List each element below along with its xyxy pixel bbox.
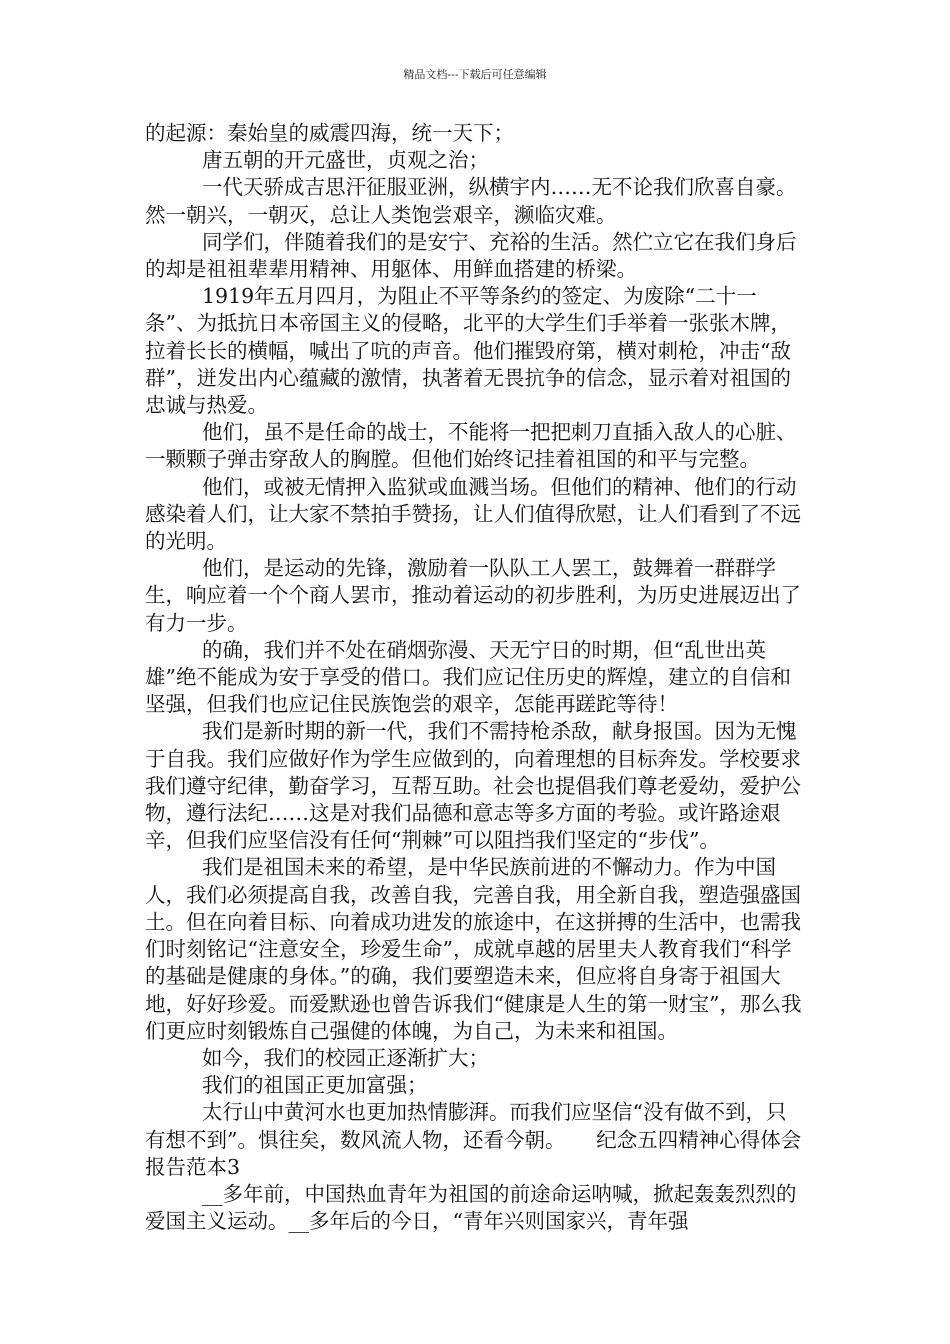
paragraph: 太行山中黄河水也更加热情膨湃。而我们应坚信“没有做不到，只有想不到”。惧往矣，数风流人物，还看今朝。 纪念五四精神心得体会报告范本3 [145,1100,802,1179]
paragraph: 同学们，伴随着我们的是安宁、充裕的生活。然伫立它在我们身后的却是祖祖辈辈用精神、用躯体、用鲜血搭建的桥梁。 [145,229,797,282]
page-header: 精品文档---下载后可任意编辑 [403,68,547,81]
paragraph: __多年前，中国热血青年为祖国的前途命运呐喊，掀起轰轰烈烈的爱国主义运动。__多年后的今日，“青年兴则国家兴，青年强 [145,1181,797,1234]
paragraph: 唐五朝的开元盛世，贞观之治； [202,148,489,173]
paragraph: 他们，或被无情押入监狱或血溅当场。但他们的精神、他们的行动感染着人们，让大家不禁拍手赞扬，让人们值得欣慰，让人们看到了不远的光明。 [145,474,801,554]
paragraph: 他们，虽不是任命的战士，不能将一把把刺刀直插入敌人的心脏、一颗颗子弹击穿敌人的胸膛。但他们始终记挂着祖国的和平与完整。 [145,420,797,472]
paragraph: 我们是祖国未来的希望，是中华民族前进的不懈动力。作为中国人，我们必须提高自我，改善自我，完善自我，用全新自我，塑造强盛国土。但在向着目标、向着成功进发的旅途中，在这拼搏的生活中，也需我们时刻铭记“注意安全，珍爱生命”，成就卓越的居里夫人教育我们“科学的基础是健康的身体。”的确，我们要塑造未来，但应将自身寄于祖国大地，好好珍爱。而爱默逊也曾告诉我们“健康是人生的第一财宝”，那么我们更应时刻锻炼自己强健的体魄，为自己，为未来和祖国。 [145,855,802,1043]
paragraph: 他们，是运动的先锋，激励着一队队工人罢工，鼓舞着一群群学生，响应着一个个商人罢市，推动着运动的初步胜利，为历史进展迈出了有力一步。 [145,556,801,635]
paragraph: 如今，我们的校园正逐渐扩大； [202,1045,489,1070]
paragraph: 1919年五月四月，为阻止不平等条约的签定、为废除“二十一条”、为抵抗日本帝国主义的侵略，北平的大学生们手举着一张张木牌，拉着长长的横幅，喊出了吭的声音。他们摧毁府第，横对刺枪，冲击“敌群”，迸发出内心蕴藏的激情，执著着无畏抗争的信念，显示着对祖国的忠诚与热爱。 [145,284,791,418]
paragraph: 的起源：秦始皇的威震四海，统一天下； [145,121,514,145]
paragraph: 的确，我们并不处在硝烟弥漫、天无宁日的时期，但“乱世出英雄”绝不能成为安于享受的借口。我们应记住历史的辉煌，建立的自信和坚强，但我们也应记住民族饱尝的艰辛，怎能再蹉跎等待！ [145,637,791,717]
paragraph: 我们的祖国正更加富强； [202,1073,428,1098]
document-body [145,120,805,1235]
paragraph: 我们是新时期的新一代，我们不需持枪杀敌，献身报国。因为无愧于自我。我们应做好作为学生应做到的，向着理想的目标奔发。学校要求我们遵守纪律，勤奋学习，互帮互助。社会也提倡我们尊老爱幼，爱护公物，遵行法纪……这是对我们品德和意志等多方面的考验。或许路途艰辛，但我们应坚信没有任何“荆棘”可以阻挡我们坚定的“步伐”。 [145,719,801,853]
paragraph: 一代天骄成吉思汗征服亚洲，纵横宇内……无不论我们欣喜自豪。然一朝兴，一朝灭，总让人类饱尝艰辛，濒临灾难。 [145,175,797,227]
